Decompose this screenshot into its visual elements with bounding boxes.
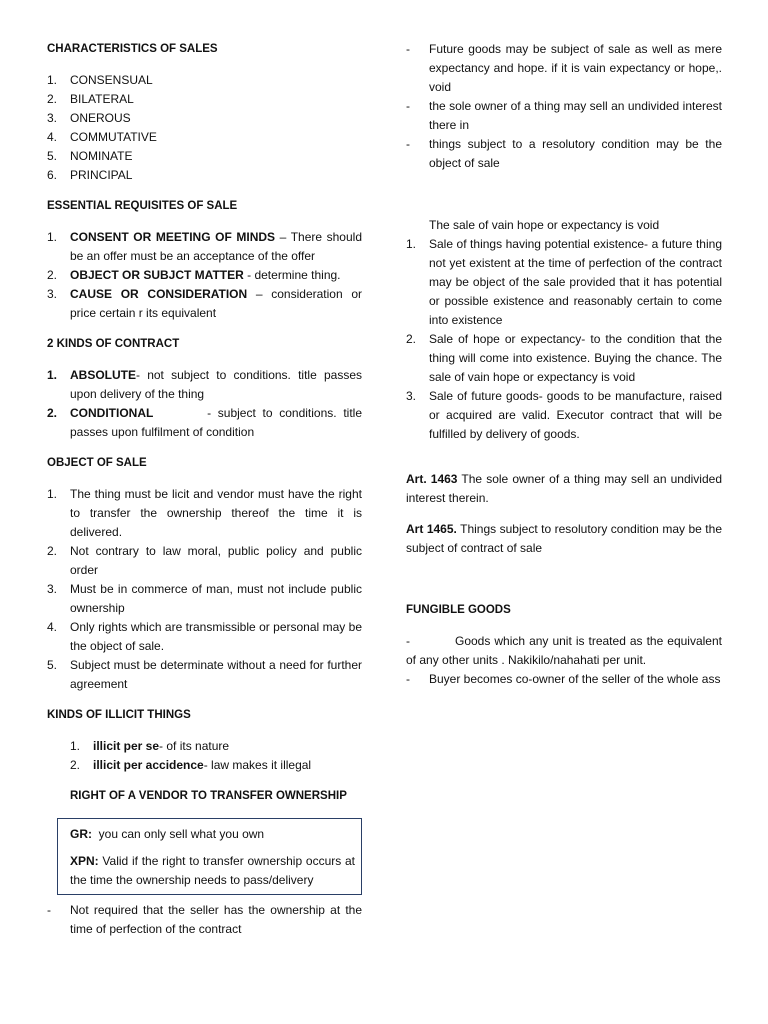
list-item: 3. Must be in commerce of man, must not include public ownership [47, 582, 362, 615]
exception: XPN: Valid if the right to transfer ownership occurs at the time the ownership needs to pass/delivery [70, 854, 355, 887]
list-item: 1. CONSENT OR MEETING OF MINDS – There should be an offer must be an acceptance of the offer [47, 230, 362, 263]
characteristics-section [47, 40, 362, 185]
list-item: 1. CONSENSUAL [47, 73, 153, 87]
list-item: 1. Sale of things having potential existence- a future thing not yet existent at the time of perfection of the contract may be object of the sale provided that it has potential or possible existence and reasonably certain to come into existence [406, 237, 722, 327]
list-item: 5. Subject must be determinate without a need for further agreement [47, 658, 362, 691]
list-item: 2. illicit per accidence- law makes it illegal [70, 758, 312, 772]
object-of-sale-section [47, 454, 362, 694]
article-1465: Art 1465. Things subject to resolutory condition may be the subject of contract of sale [406, 522, 722, 555]
section-heading: RIGHT OF A VENDOR TO TRANSFER OWNERSHIP [70, 790, 347, 802]
list-item: 1. ABSOLUTE- not subject to conditions. title passes upon delivery of the thing [47, 368, 362, 401]
section-heading: 2 KINDS OF CONTRACT [47, 338, 180, 350]
illicit-section [47, 706, 362, 775]
list-item: 2. BILATERAL [47, 92, 134, 106]
article-1463: Art. 1463 The sole owner of a thing may sell an undivided interest therein. [406, 472, 722, 505]
section-heading: ESSENTIAL REQUISITES OF SALE [47, 200, 238, 212]
list-item: 1. illicit per se- of its nature [70, 739, 230, 753]
list-item: 3. CAUSE OR CONSIDERATION – consideration or price certain r its equivalent [47, 287, 362, 320]
list-item: 3. Sale of future goods- goods to be manufacture, raised or acquired are valid. Executor contract that will be fulfilled by delivery of goods. [406, 389, 722, 441]
left-column [47, 40, 366, 939]
dash-item: - Not required that the seller has the ownership at the time of perfection of the contract [47, 903, 362, 936]
list-item: 2. Sale of hope or expectancy- to the condition that the thing will come into existence. Buying the chance. The sale of vain hope or expectancy is void [406, 332, 722, 384]
list-item: 3. ONEROUS [47, 111, 131, 125]
list-item: 6. PRINCIPAL [47, 168, 133, 182]
contract-kinds-section [47, 335, 366, 442]
list-item: 2. CONDITIONAL - subject to conditions. title passes upon fulfilment of condition [47, 406, 366, 439]
requisites-section [47, 197, 362, 323]
right-column [406, 40, 722, 689]
fungible-definition: - Goods which any unit is treated as the equivalent of any other units . Nakikilo/nahahati per unit. [406, 634, 722, 667]
list-item: 1. The thing must be licit and vendor must have the right to transfer the ownership thereof the time it is delivered. [47, 487, 362, 539]
section-heading: KINDS OF ILLICIT THINGS [47, 709, 191, 721]
section-heading: CHARACTERISTICS OF SALES [47, 43, 218, 55]
vain-hope-section [406, 216, 722, 444]
dash-item: - things subject to a resolutory condition may be the object of sale [406, 137, 722, 170]
section-heading: OBJECT OF SALE [47, 457, 147, 469]
dash-item: - Future goods may be subject of sale as well as mere expectancy and hope. if it is vain expectancy or hope,. void [406, 42, 722, 94]
list-item: 4. COMMUTATIVE [47, 130, 157, 144]
list-item: 5. NOMINATE [47, 149, 133, 163]
general-rule: GR: you can only sell what you own [70, 827, 265, 841]
section-heading: FUNGIBLE GOODS [406, 604, 511, 616]
list-item: 4. Only rights which are transmissible or personal may be the object of sale. [47, 620, 362, 653]
top-notes [406, 40, 722, 173]
dash-item: - Buyer becomes co-owner of the seller of the whole ass [406, 672, 721, 686]
intro-text: The sale of vain hope or expectancy is void [429, 218, 660, 232]
vendor-right-section [47, 787, 362, 939]
rule-box [57, 818, 362, 895]
list-item: 2. Not contrary to law moral, public policy and public order [47, 544, 362, 577]
fungible-section [406, 601, 722, 689]
list-item: 2. OBJECT OR SUBJCT MATTER - determine thing. [47, 268, 341, 282]
dash-item: - the sole owner of a thing may sell an undivided interest there in [406, 99, 722, 132]
